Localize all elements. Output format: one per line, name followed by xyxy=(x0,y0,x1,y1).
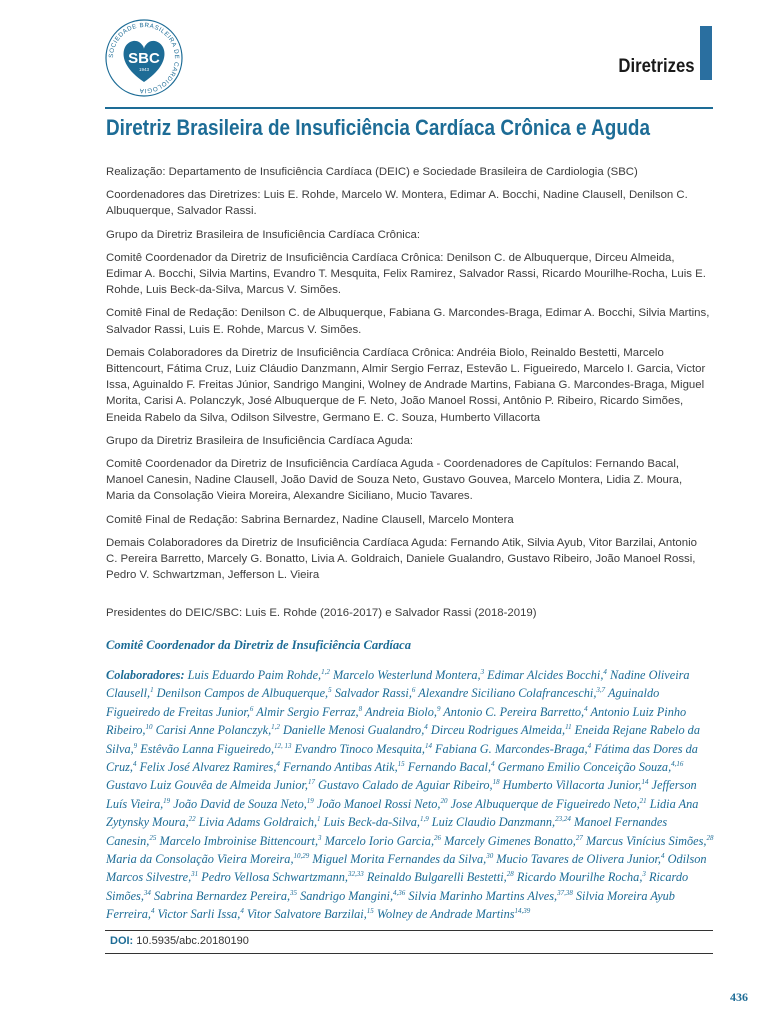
collaborator-name: Fabiana G. Marcondes-Braga, xyxy=(435,741,588,756)
collaborator-name: Marcelo Imbroinise Bittencourt, xyxy=(159,833,319,848)
collaborator-affiliation: 3 xyxy=(642,870,646,879)
collaborator-affiliation: 10 xyxy=(145,723,153,732)
collaborator-name: Antonio C. Pereira Barretto, xyxy=(443,704,585,719)
realizacao-paragraph: Realização: Departamento de Insuficiência Cardíaca (DEIC) e Sociedade Brasileira de Cardiologia (SBC) xyxy=(106,166,638,178)
collaborator-affiliation: 4 xyxy=(276,759,280,768)
collaborator-affiliation: 14,39 xyxy=(514,907,531,916)
collaborator-name: Andreia Biolo, xyxy=(364,704,437,719)
collaborator-name: Marcely Gimenes Bonatto, xyxy=(444,833,576,848)
collaborator-affiliation: 9 xyxy=(133,741,138,750)
presidents-paragraph: Presidentes do DEIC/SBC: Luis E. Rohde (2016-2017) e Salvador Rassi (2018-2019) xyxy=(106,607,537,620)
collaborator-name: Carisi Anne Polanczyk, xyxy=(155,723,272,738)
collaborator-affiliation: 1 xyxy=(150,686,154,695)
collaborator-affiliation: 4 xyxy=(424,723,428,732)
collaborator-affiliation: 4 xyxy=(661,851,665,860)
collaborator-affiliation: 4 xyxy=(603,668,607,676)
collaborators-label: Colaboradores: xyxy=(106,668,185,683)
collaborator-affiliation: 6 xyxy=(411,686,416,695)
collaborator-name: Sandrigo Mangini, xyxy=(300,888,394,903)
collaborator-affiliation: 30 xyxy=(486,851,494,860)
collaborator-affiliation: 4,36 xyxy=(393,888,406,897)
doi-rule-top xyxy=(105,930,713,931)
collaborator-affiliation: 20 xyxy=(440,796,448,805)
collaborator-name: Wolney de Andrade Martins xyxy=(376,907,515,922)
collaborator-name: João David de Souza Neto, xyxy=(173,796,307,811)
collaborator-affiliation: 19 xyxy=(163,796,171,805)
doi-rule-bottom xyxy=(105,953,713,954)
collaborator-name: Evandro Tinoco Mesquita, xyxy=(294,741,425,756)
collaborator-name: Luiz Claudio Danzmann, xyxy=(431,815,556,830)
collaborator-affiliation: 22 xyxy=(188,815,196,824)
collaborator-name: Nadine Oliveira Clausell, xyxy=(106,668,690,701)
collaborator-name: Silvia Moreira Ayub Ferreira, xyxy=(106,888,675,922)
collaborator-affiliation: 4 xyxy=(240,907,244,916)
collaborator-affiliation: 4,16 xyxy=(671,759,684,768)
collaborator-name: Edimar Alcides Bocchi, xyxy=(487,668,604,683)
collaborator-affiliation: 14 xyxy=(641,778,649,787)
logo-ring-text: SOCIEDADE BRASILEIRA DE CARDIOLOGIA xyxy=(107,21,181,95)
grupo-aguda-heading: Grupo da Diretriz Brasileira de Insuficiência Cardíaca Aguda: xyxy=(106,434,414,447)
collaborator-name: Lidia Ana Zytynsky Moura, xyxy=(106,796,699,830)
collaborator-name: Fernando Antibas Atik, xyxy=(282,760,398,775)
doi-line xyxy=(110,935,249,947)
collaborator-name: Jose Albuquerque de Figueiredo Neto, xyxy=(450,796,640,811)
sbc-logo xyxy=(104,18,184,98)
collaborator-affiliation: 5 xyxy=(328,686,332,695)
collaborator-name: Denilson Campos de Albuquerque, xyxy=(156,686,329,701)
collaborator-name: Ricardo Simões, xyxy=(106,870,689,903)
collaborator-affiliation: 1,2 xyxy=(271,723,280,732)
collaborator-name: Luis Beck-da-Silva, xyxy=(323,815,420,830)
collaborator-name: Ricardo Mourilhe Rocha, xyxy=(516,870,643,885)
collaborators-names xyxy=(106,668,713,921)
collaborator-name: Eneida Rejane Rabelo da Silva, xyxy=(106,723,700,756)
front-matter-body xyxy=(106,164,710,629)
collaborator-name: Manoel Fernandes Canesin, xyxy=(106,815,668,848)
collaborator-name: Livia Adams Goldraich, xyxy=(198,815,318,830)
collaborator-affiliation: 3 xyxy=(480,668,485,676)
collaborator-name: Salvador Rassi, xyxy=(334,686,412,701)
doi-link[interactable]: 10.5935/abc.20180190 xyxy=(136,935,249,947)
collaborator-affiliation: 12, 13 xyxy=(274,741,292,750)
collaborator-affiliation: 1 xyxy=(317,815,321,824)
collaborator-name: Reinaldo Bulgarelli Bestetti, xyxy=(366,870,507,885)
collaborator-name: Gustavo Calado de Aguiar Ribeiro, xyxy=(318,778,493,793)
collaborator-affiliation: 15 xyxy=(366,907,374,916)
collaborator-name: Pedro Vellosa Schwartzmann, xyxy=(201,870,348,885)
collaborator-affiliation: 21 xyxy=(639,796,647,805)
collaborator-name: Marcelo Iorio Garcia, xyxy=(324,833,435,848)
logo-year: 1943 xyxy=(138,67,150,72)
collaborators-list xyxy=(106,665,714,922)
collaborator-name: Marcus Vinícius Simões, xyxy=(585,833,707,848)
demais-colaboradores-cronica-paragraph: Demais Colaboradores da Diretriz de Insuficiência Cardíaca Crônica: Andréia Biolo, Reinaldo Bestetti, Marcelo Bittencourt, Fátima Cruz, Luiz Cláudio Danzmann, Almir Sergio Ferraz, Estevão L. Figueiredo, Marcelo I. Garcia, Victor Issa, Aguinaldo F. Freitas Júnior, Sandrigo Mangini, Wolney de Andrade Martins, Fabiana G. Marcondes-Braga, Miguel Morita, Carisi A. Polanczyk, José Albuquerque de F. Neto, João Manoel Rossi, Antônio P. Ribeiro, Ricardo Simões, Eneida Rabelo da Silva, Odilson Silvestre, Germano E. C. Souza, Humberto Villacorta xyxy=(106,346,706,424)
collaborator-affiliation: 28 xyxy=(506,870,514,879)
collaborator-name: Humberto Villacorta Junior, xyxy=(502,778,642,793)
collaborator-affiliation: 28 xyxy=(706,833,714,842)
collaborator-name: Estêvão Lanna Figueiredo, xyxy=(140,741,275,756)
section-label: Diretrizes xyxy=(618,56,695,77)
collaborator-affiliation: 32,33 xyxy=(348,870,364,879)
collaborator-affiliation: 4 xyxy=(491,759,495,768)
comite-final-aguda-paragraph: Comitê Final de Redação: Sabrina Bernardez, Nadine Clausell, Marcelo Montera xyxy=(106,513,514,526)
collaborator-name: Odilson Marcos Silvestre, xyxy=(106,852,707,885)
collaborator-affiliation: 3 xyxy=(318,833,322,842)
collaborator-affiliation: 6 xyxy=(249,704,254,713)
collaborator-affiliation: 26 xyxy=(434,833,442,842)
collaborator-name: Silvia Marinho Martins Alves, xyxy=(408,888,558,903)
collaborator-affiliation: 18 xyxy=(492,778,500,787)
collaborator-affiliation: 17 xyxy=(307,778,315,787)
collaborator-affiliation: 23,24 xyxy=(555,815,571,824)
document-title: Diretriz Brasileira de Insuficiência Cardíaca Crônica e Aguda xyxy=(106,115,650,140)
collaborator-name: Felix José Alvarez Ramires, xyxy=(139,760,277,775)
section-accent-bar xyxy=(700,26,712,80)
collaborator-name: Germano Emilio Conceição Souza, xyxy=(497,760,672,775)
collaborator-name: Marcelo Westerlund Montera, xyxy=(332,668,481,683)
collaborator-affiliation: 4 xyxy=(587,741,592,750)
collaborator-affiliation: 4 xyxy=(150,907,155,916)
collaborator-affiliation: 19 xyxy=(306,796,314,805)
collaborator-affiliation: 34 xyxy=(143,888,151,897)
collaborator-affiliation: 37,38 xyxy=(557,888,573,897)
collaborator-affiliation: 11 xyxy=(565,723,572,732)
collaborator-name: Alexandre Siciliano Colafranceschi, xyxy=(418,686,597,701)
collaborator-name: Almir Sergio Ferraz, xyxy=(256,704,359,719)
collaborator-affiliation: 4 xyxy=(584,704,588,713)
collaborator-name: Sabrina Bernardez Pereira, xyxy=(154,888,291,903)
title-rule xyxy=(105,107,713,109)
collaborator-name: Fernando Bacal, xyxy=(407,760,492,775)
collaborator-affiliation: 25 xyxy=(149,833,157,842)
collaborator-affiliation: 1,2 xyxy=(321,668,330,676)
comite-coordenador-cronica-paragraph: Comitê Coordenador da Diretriz de Insuficiência Cardíaca Crônica: Denilson C. de Albuquerque, Dirceu Almeida, Edimar A. Bocchi, Silvia Martins, Evandro T. Mesquita, Felix Ramirez, Salvador Rassi, Ricardo Mourilhe-Rocha, Luis E. Rohde, Luis Beck-da-Silva, Marcus V. Simões. xyxy=(106,251,706,297)
coordenadores-paragraph: Coordenadores das Diretrizes: Luis E. Rohde, Marcelo W. Montera, Edimar A. Bocchi, Nadine Clausell, Denilson C. Albuquerque, Salvador Rassi. xyxy=(106,189,688,218)
collaborator-name: Danielle Menosi Gualandro, xyxy=(282,723,425,738)
collaborator-name: Mucio Tavares de Olivera Junior, xyxy=(496,852,661,866)
collaborator-name: Luis Eduardo Paim Rohde, xyxy=(187,668,322,683)
collaborator-name: Miguel Morita Fernandes da Silva, xyxy=(312,852,487,866)
collaborator-name: Aguinaldo Figueiredo de Freitas Junior, xyxy=(106,686,660,719)
collaborator-affiliation: 9 xyxy=(436,704,441,713)
grupo-cronica-heading: Grupo da Diretriz Brasileira de Insuficiência Cardíaca Crônica: xyxy=(106,228,421,241)
collaborator-affiliation: 1,9 xyxy=(419,815,429,824)
doi-label: DOI: xyxy=(110,935,134,947)
demais-colaboradores-aguda-paragraph: Demais Colaboradores da Diretriz de Insuficiência Cardíaca Aguda: Fernando Atik, Silvia Ayub, Vitor Barzilai, Antonio C. Pereira Barretto, Marcely G. Bonatto, Livia A. Goldraich, Daniele Gualandro, Gustavo Ribeiro, João Manoel Rossi, Pedro V. Schwartzman, Jefferson L. Vieira xyxy=(106,536,697,582)
collaborator-name: João Manoel Rossi Neto, xyxy=(316,796,441,811)
collaborator-affiliation: 4 xyxy=(133,759,137,768)
collaborator-affiliation: 31 xyxy=(191,870,199,879)
collaborator-name: Antonio Luiz Pinho Ribeiro, xyxy=(106,704,687,738)
committee-heading: Comitê Coordenador da Diretriz de Insuficiência Cardíaca xyxy=(106,638,412,652)
collaborator-name: Fátima das Dores da Cruz, xyxy=(106,741,698,775)
collaborator-name: Jefferson Luís Vieira, xyxy=(106,778,697,811)
logo-abbr: SBC xyxy=(128,50,160,67)
collaborator-affiliation: 14 xyxy=(424,741,432,750)
collaborator-affiliation: 35 xyxy=(290,888,298,897)
collaborator-affiliation: 3,7 xyxy=(596,686,606,695)
collaborator-affiliation: 15 xyxy=(397,759,405,768)
collaborator-name: Vitor Salvatore Barzilai, xyxy=(246,907,367,922)
page-number: 436 xyxy=(730,990,748,1004)
collaborator-name: Dirceu Rodrigues Almeida, xyxy=(430,723,566,738)
collaborator-affiliation: 8 xyxy=(358,704,363,713)
collaborator-affiliation: 27 xyxy=(575,833,583,842)
collaborator-name: Victor Sarli Issa, xyxy=(157,907,241,922)
comite-coordenador-aguda-paragraph: Comitê Coordenador da Diretriz de Insuficiência Cardíaca Aguda - Coordenadores de Capítulos: Fernando Bacal, Manoel Canesin, Nadine Clausell, João David de Souza Neto, Gustavo Gouvea, Marcelo Montera, Lidia Z. Moura, Maria da Consolação Vieira Moreira, Alexandre Siciliano, Mucio Tavares. xyxy=(106,458,683,503)
collaborator-affiliation: 10,29 xyxy=(293,851,310,860)
collaborator-name: Maria da Consolação Vieira Moreira, xyxy=(106,852,294,866)
comite-final-cronica-paragraph: Comitê Final de Redação: Denilson C. de Albuquerque, Fabiana G. Marcondes-Braga, Edimar A. Bocchi, Silvia Martins, Salvador Rassi, Luis E. Rohde, Marcus V. Simões. xyxy=(106,307,710,336)
collaborator-name: Gustavo Luiz Gouvêa de Almeida Junior, xyxy=(106,778,308,793)
